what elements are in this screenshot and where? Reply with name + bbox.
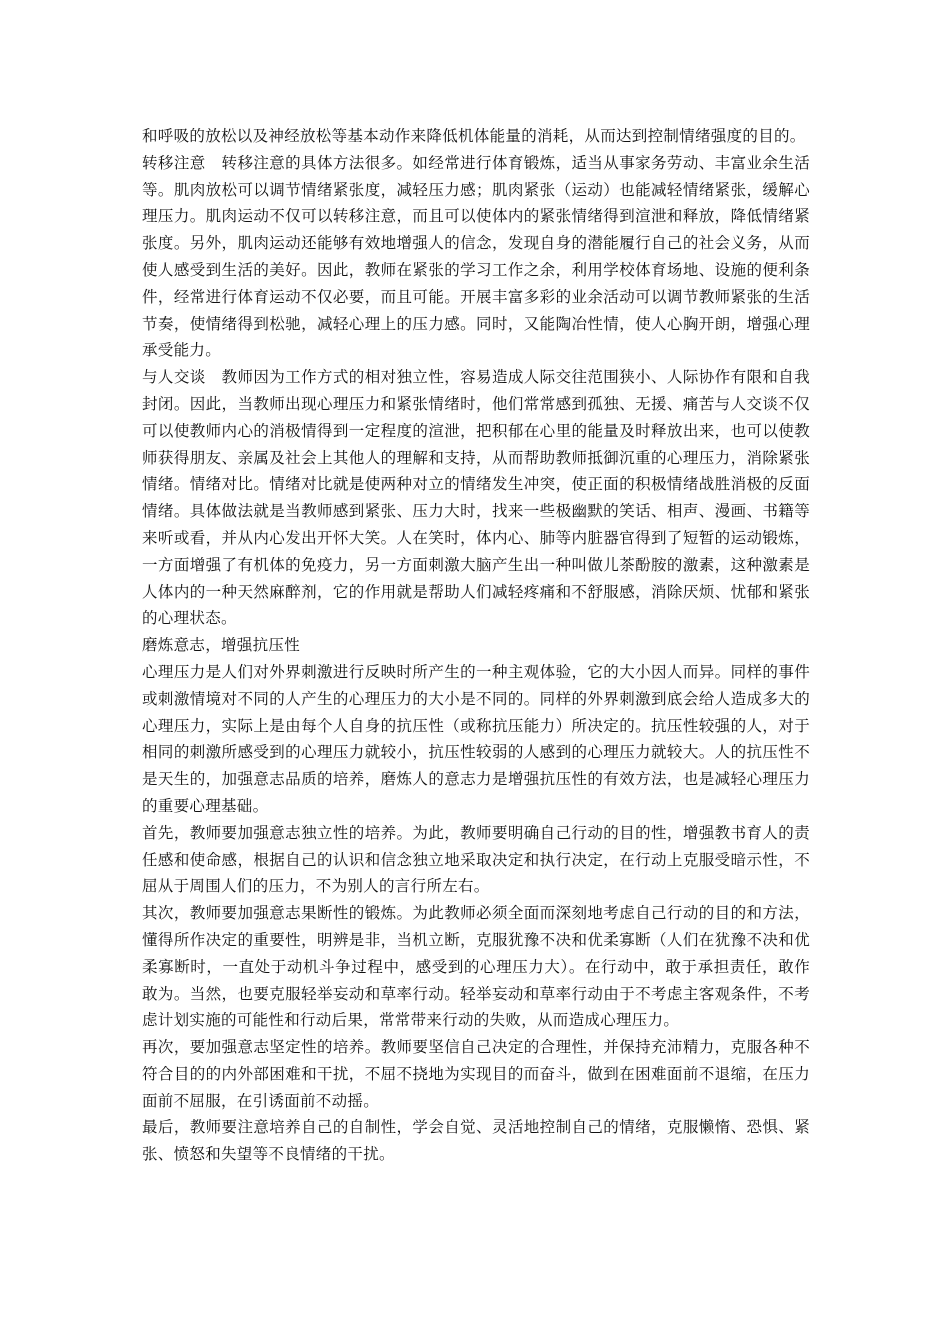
paragraph-stress-resistance: 心理压力是人们对外界刺激进行反映时所产生的一种主观体验，它的大小因人而异。同样的事件或刺激情境对不同的人产生的心理压力的大小是不同的。同样的外界刺激到底会给人造成多大的心理压力，实际上是由每个人自身的抗压性（或称抗压能力）所决定的。抗压性较强的人，对于相同的刺激所感受到的心理压力就较小，抗压性较弱的人感到的心理压力就较大。人的抗压性不是天生的，加强意志品质的培养，磨炼人的意志力是增强抗压性的有效方法，也是减轻心理压力的重要心理基础。 (142, 662, 810, 815)
paragraph-last: 最后，教师要注意培养自己的自制性，学会自觉、灵活地控制自己的情绪，克服懒惰、恐惧、紧张、愤怒和失望等不良情绪的干扰。 (142, 1118, 810, 1164)
section-heading: 磨炼意志，增强抗压性 (142, 636, 301, 655)
document-body (142, 123, 810, 1168)
paragraph-second: 其次，教师要加强意志果断性的锻炼。为此教师必须全面而深刻地考虑自己行动的目的和方法，懂得所作决定的重要性，明辨是非，当机立断，克服犹豫不决和优柔寡断（人们在犹豫不决和优柔寡断时，一直处于动机斗争过程中，感受到的心理压力大）。在行动中，敢于承担责任，敢作敢为。当然，也要克服轻举妄动和草率行动。轻举妄动和草率行动由于不考虑主客观条件，不考虑计划实施的可能性和行动后果，常常带来行动的失败，从而造成心理压力。 (142, 904, 810, 1030)
paragraph-third: 再次，要加强意志坚定性的培养。教师要坚信自己决定的合理性，并保持充沛精力，克服各种不符合目的的内外部困难和干扰，不屈不挠地为实现目的而奋斗，做到在困难面前不退缩，在压力面前不屈服，在引诱面前不动摇。 (142, 1038, 810, 1110)
paragraph-shift-attention: 转移注意 转移注意的具体方法很多。如经常进行体育锻炼，适当从事家务劳动、丰富业余生活等。肌肉放松可以调节情绪紧张度，减轻压力感；肌肉紧张（运动）也能减轻情绪紧张，缓解心理压力。肌肉运动不仅可以转移注意，而且可以使体内的紧张情绪得到渲泄和释放，降低情绪紧张度。另外，肌肉运动还能够有效地增强人的信念，发现自身的潜能履行自己的社会义务，从而使人感受到生活的美好。因此，教师在紧张的学习工作之余，利用学校体育场地、设施的便利条件，经常进行体育运动不仅必要，而且可能。开展丰富多彩的业余活动可以调节教师紧张的生活节奏，使情绪得到松驰，减轻心理上的压力感。同时，又能陶冶性情，使人心胸开朗，增强心理承受能力。 (142, 153, 810, 360)
paragraph-first: 首先，教师要加强意志独立性的培养。为此，教师要明确自己行动的目的性，增强教书育人的责任感和使命感，根据自己的认识和信念独立地采取决定和执行决定，在行动上克服受暗示性，不屈从于周围人们的压力，不为别人的言行所左右。 (142, 823, 810, 896)
paragraph-talk-with-people: 与人交谈 教师因为工作方式的相对独立性，容易造成人际交往范围狭小、人际协作有限和自我封闭。因此，当教师出现心理压力和紧张情绪时，他们常常感到孤独、无援、痛苦与人交谈不仅可以使教师内心的消极情得到一定程度的渲泄，把积郁在心里的能量及时释放出来，也可以使教师获得朋友、亲属及社会上其他人的理解和支持，从而帮助教师抵御沉重的心理压力，消除紧张情绪。情绪对比。情绪对比就是使两种对立的情绪发生冲突，使正面的积极情绪战胜消极的反面情绪。具体做法就是当教师感到紧张、压力大时，找来一些极幽默的笑话、相声、漫画、书籍等来听或看，并从内心发出开怀大笑。人在笑时，体内心、肺等内脏器官得到了短暂的运动锻炼，一方面增强了有机体的免疫力，另一方面刺激大脑产生出一种叫做儿茶酚胺的激素，这种激素是人体内的一种天然麻醉剂，它的作用就是帮助人们减轻疼痛和不舒服感，消除厌烦、忧郁和紧张的心理状态。 (142, 368, 810, 628)
paragraph-continuation: 和呼吸的放松以及神经放松等基本动作来降低机体能量的消耗，从而达到控制情绪强度的目的。 (142, 127, 806, 145)
